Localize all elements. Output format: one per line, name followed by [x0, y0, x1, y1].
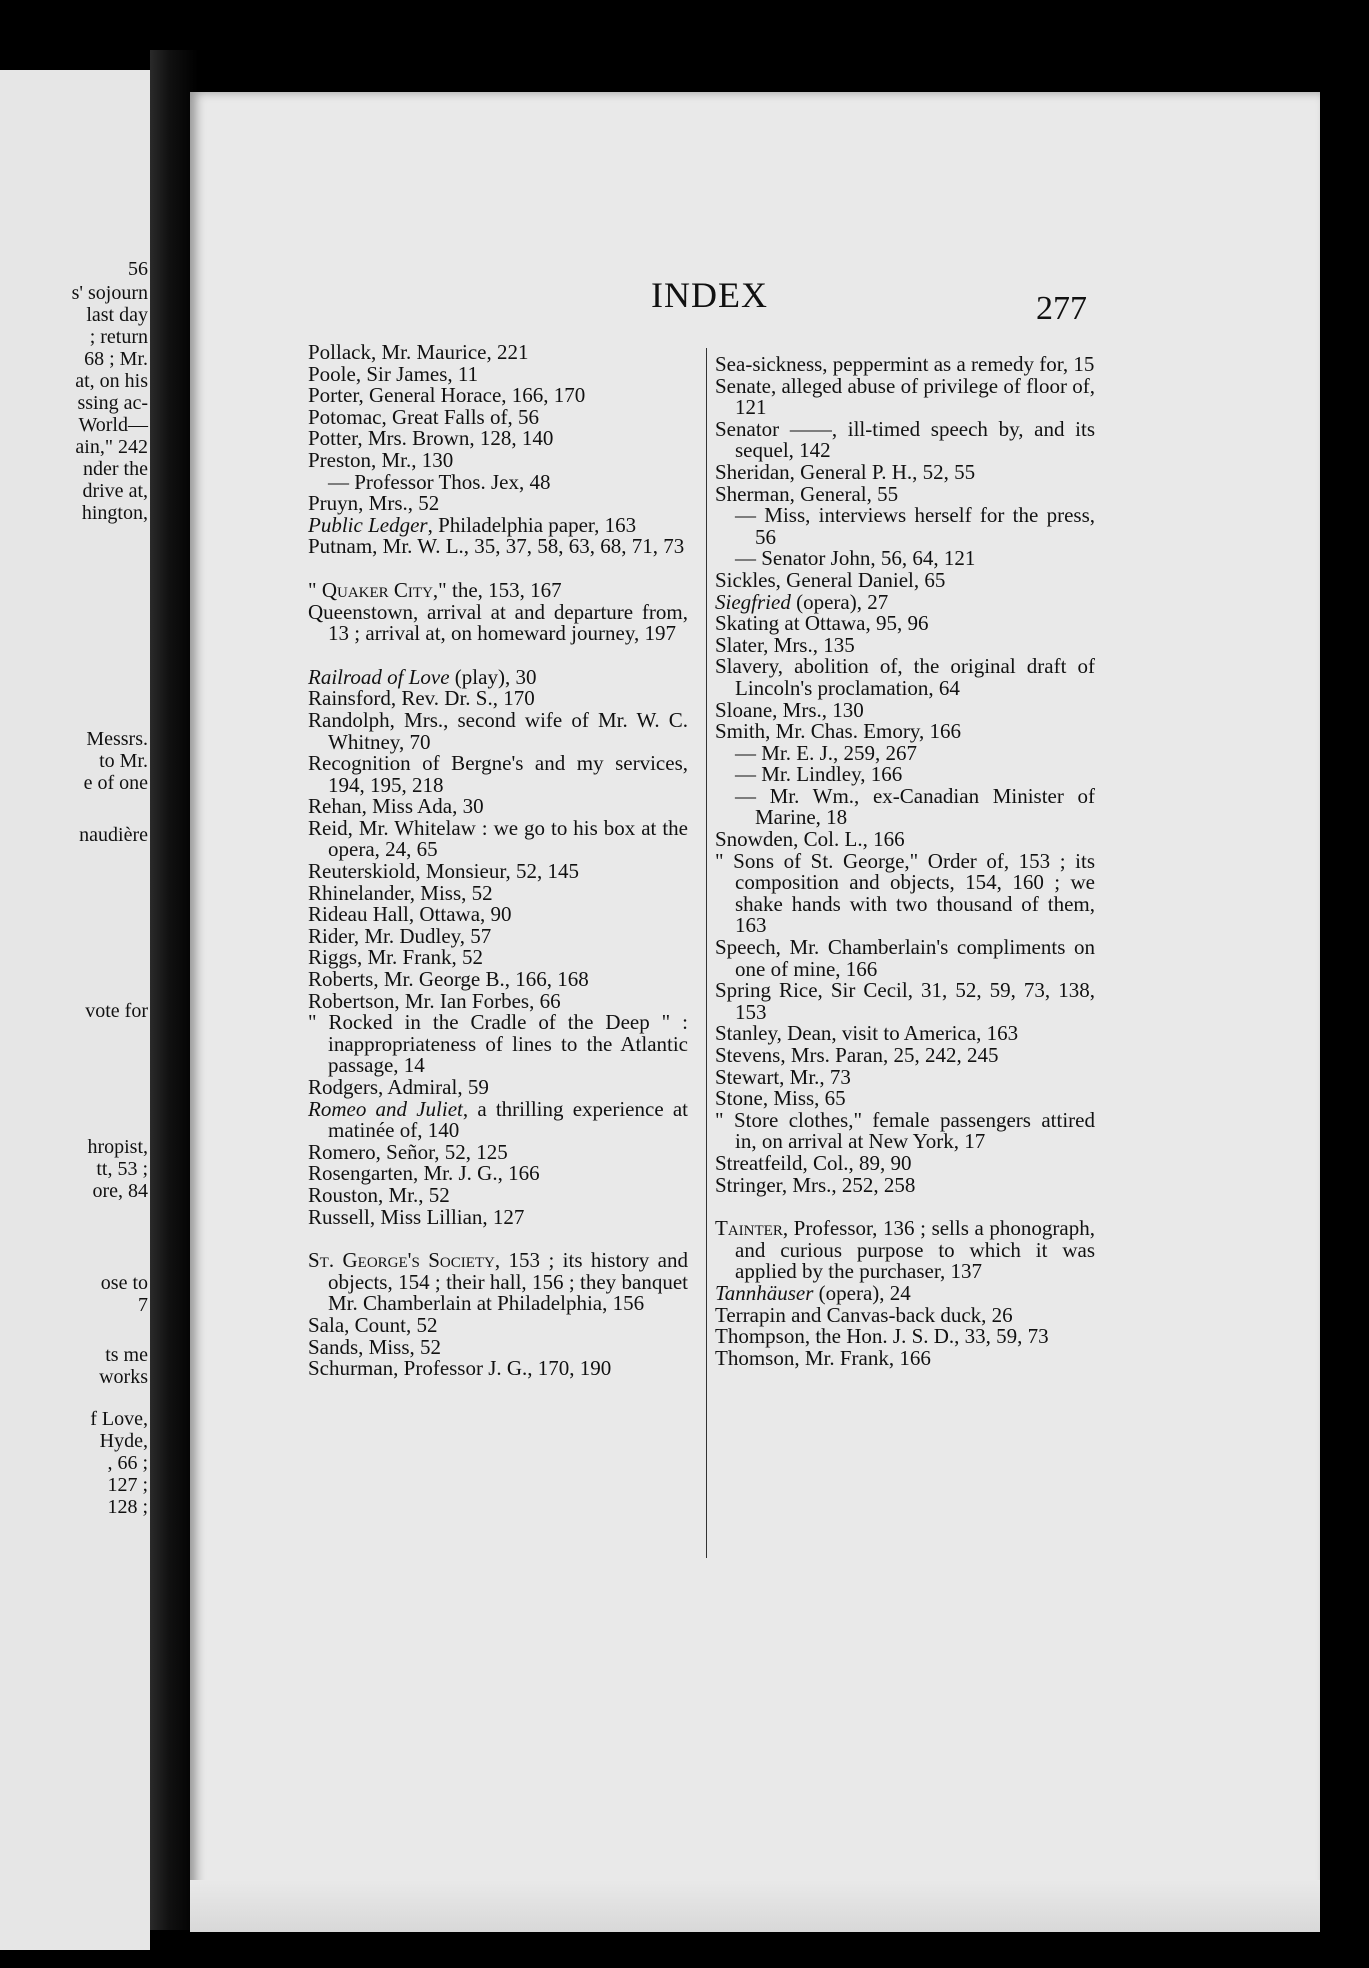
entry-text: , 153 ; its history and objects, 154 ; their hall, 156 ; they banquet Mr. Chamberlain at Philadelphia, 156	[328, 1248, 688, 1316]
index-entry	[308, 1250, 688, 1315]
facing-page-line: hington,	[81, 502, 148, 524]
index-subentry	[308, 469, 688, 494]
entry-text: Recognition of Bergne's and my services, 194, 195, 218	[308, 751, 688, 797]
entry-text: Sala, Count, 52	[308, 1312, 438, 1337]
facing-page-line: e of one	[83, 772, 148, 794]
entry-text: Robertson, Mr. Ian Forbes, 66	[308, 988, 561, 1013]
index-entry	[715, 1326, 1095, 1348]
index-entry	[308, 664, 688, 689]
index-entry	[308, 577, 688, 602]
entry-text: Riggs, Mr. Frank, 52	[308, 945, 484, 970]
entry-text: St. George's Society	[308, 1248, 495, 1273]
index-entry	[308, 904, 688, 926]
index-entry	[308, 1163, 688, 1185]
entry-text: Potter, Mrs. Brown, 128, 140	[308, 426, 554, 451]
index-entry	[715, 1345, 1095, 1370]
entry-text: Sheridan, General P. H., 52, 55	[715, 459, 976, 484]
entry-text: Potomac, Great Falls of, 56	[308, 404, 539, 429]
index-entry	[308, 753, 688, 796]
entry-text: Russell, Miss Lillian, 127	[308, 1204, 525, 1229]
index-entry	[308, 599, 688, 646]
entry-text: Sands, Miss, 52	[308, 1334, 442, 1359]
facing-page-line: World—	[78, 414, 148, 436]
facing-page-line: s' sojourn	[71, 282, 148, 304]
index-entry	[715, 567, 1095, 592]
index-entry	[308, 1312, 688, 1337]
index-entry	[308, 815, 688, 862]
index-subentry	[715, 783, 1095, 830]
index-entry	[308, 404, 688, 429]
index-entry	[715, 656, 1095, 699]
entry-text: Thompson, the Hon. J. S. D., 33, 59, 73	[715, 1324, 1049, 1349]
index-entry	[715, 373, 1095, 420]
index-entry	[308, 688, 688, 710]
facing-page-line: naudière	[79, 824, 148, 846]
entry-text: Romero, Señor, 52, 125	[308, 1139, 508, 1164]
entry-text: Reuterskiold, Monsieur, 52, 145	[308, 859, 579, 884]
entry-gap	[308, 645, 688, 667]
index-entry	[308, 1204, 688, 1229]
index-entry	[308, 861, 688, 883]
index-entry	[308, 493, 688, 515]
entry-text: (opera), 27	[790, 589, 889, 614]
entry-text: Slater, Mrs., 135	[715, 632, 855, 657]
entry-text: Sloane, Mrs., 130	[715, 697, 864, 722]
index-entry	[715, 1302, 1095, 1327]
index-column-right	[715, 354, 1095, 1369]
facing-page-line: ore, 84	[92, 1180, 148, 1202]
entry-text: Queenstown, arrival at and departure from, 13 ; arrival at, on homeward journey, 197	[308, 599, 688, 646]
facing-page-line: ts me	[105, 1344, 148, 1366]
facing-page-line: 56	[128, 258, 148, 280]
entry-text: Stevens, Mrs. Paran, 25, 242, 245	[715, 1043, 999, 1067]
entry-text: Stanley, Dean, visit to America, 163	[715, 1021, 1019, 1046]
entry-text: Pruyn, Mrs., 52	[308, 491, 440, 516]
index-entry	[308, 796, 688, 818]
index-entry	[715, 481, 1095, 506]
entry-text: Rhinelander, Miss, 52	[308, 880, 493, 905]
facing-page-line: f Love,	[90, 1408, 148, 1430]
index-entry	[308, 1077, 688, 1099]
facing-page-line: hropist,	[87, 1136, 148, 1158]
facing-page-line: , 66 ;	[107, 1452, 148, 1474]
index-entry	[308, 447, 688, 472]
facing-page-line: Messrs.	[86, 728, 148, 750]
index-entry	[715, 1172, 1095, 1197]
index-entry	[715, 980, 1095, 1023]
facing-page-line: nder the	[83, 458, 148, 480]
index-entry	[308, 361, 688, 386]
entry-text: Slavery, abolition of, the original draft of Lincoln's proclamation, 64	[715, 654, 1095, 700]
index-entry	[308, 880, 688, 905]
entry-text: Sherman, General, 55	[715, 481, 899, 506]
index-entry	[308, 1139, 688, 1164]
index-entry	[308, 536, 688, 558]
index-entry	[308, 969, 688, 991]
entry-text: Speech, Mr. Chamberlain's compliments on one of mine, 166	[715, 935, 1095, 981]
facing-page-line: ose to	[100, 1272, 148, 1294]
index-entry	[715, 416, 1095, 463]
index-subentry	[715, 764, 1095, 786]
index-entry	[308, 988, 688, 1013]
entry-text: " Rocked in the Cradle of the Deep " : inappropriateness of lines to the Atlantic passage, 14	[308, 1010, 688, 1078]
facing-page-line: 7	[138, 1294, 148, 1316]
entry-text: — Senator John, 56, 64, 121	[735, 546, 976, 571]
page-title: INDEX	[651, 275, 768, 315]
entry-text: Stone, Miss, 65	[715, 1086, 846, 1111]
entry-text: Preston, Mr., 130	[308, 447, 454, 472]
entry-text: " Sons of St. George," Order of, 153 ; its composition and objects, 154, 160 ; we shake hands with two thousand of them, 163	[715, 848, 1095, 938]
index-entry	[715, 1023, 1095, 1045]
facing-page-line: ain," 242	[75, 436, 148, 458]
entry-text: — Miss, interviews herself for the press, 56	[735, 503, 1095, 549]
facing-page-line: ; return	[89, 326, 148, 348]
entry-text: Siegfried	[715, 589, 791, 614]
index-entry	[308, 512, 688, 537]
index-entry	[308, 385, 688, 407]
index-entry	[715, 1107, 1095, 1154]
entry-text: — Mr. E. J., 259, 267	[735, 740, 918, 765]
entry-gap	[308, 1228, 688, 1250]
entry-text: Schurman, Professor J. G., 170, 190	[308, 1356, 612, 1381]
entry-text: Quaker City	[321, 577, 433, 602]
index-subentry	[715, 740, 1095, 765]
facing-page-line: works	[99, 1366, 148, 1388]
index-entry	[308, 1182, 688, 1207]
entry-text: Rider, Mr. Dudley, 57	[308, 923, 492, 948]
page-bottom-edge	[190, 1880, 1320, 1932]
entry-text: Poole, Sir James, 11	[308, 361, 479, 386]
entry-text: — Mr. Lindley, 166	[735, 762, 903, 787]
page-number: 277	[1036, 290, 1087, 327]
index-entry	[308, 342, 688, 364]
index-entry	[308, 947, 688, 969]
entry-text: " Store clothes," female passengers attired in, on arrival at New York, 17	[715, 1107, 1095, 1154]
entry-text: Senate, alleged abuse of privilege of floor of, 121	[715, 373, 1095, 420]
index-entry	[715, 613, 1095, 635]
entry-text: Senator ——, ill-timed speech by, and its sequel, 142	[715, 416, 1095, 463]
index-entry	[715, 1088, 1095, 1110]
index-entry	[715, 829, 1095, 851]
entry-text: Rosengarten, Mr. J. G., 166	[308, 1161, 540, 1186]
index-subentry	[715, 548, 1095, 570]
index-entry	[715, 697, 1095, 722]
entry-text: (opera), 24	[813, 1280, 911, 1305]
index-entry	[308, 1334, 688, 1359]
index-entry	[715, 459, 1095, 484]
facing-page-line: vote for	[85, 1000, 148, 1022]
entry-text: Roberts, Mr. George B., 166, 168	[308, 967, 589, 992]
entry-text: Skating at Ottawa, 95, 96	[715, 611, 929, 636]
entry-text: Stringer, Mrs., 252, 258	[715, 1172, 916, 1197]
entry-gap	[308, 558, 688, 580]
entry-text: "	[308, 577, 322, 602]
index-entry	[308, 428, 688, 450]
entry-text: Rainsford, Rev. Dr. S., 170	[308, 686, 535, 711]
facing-page-line: drive at,	[82, 480, 148, 502]
entry-text: Sea-sickness, peppermint as a remedy for, 15	[715, 352, 1095, 376]
facing-page-line: Hyde,	[99, 1430, 148, 1452]
entry-text: Putnam, Mr. W. L., 35, 37, 58, 63, 68, 71, 73	[308, 534, 685, 559]
entry-text: ," the, 153, 167	[432, 577, 562, 602]
entry-text: , Philadelphia paper, 163	[427, 512, 637, 537]
entry-text: Railroad of Love	[308, 664, 450, 689]
facing-page-line: last day	[86, 304, 148, 326]
entry-text: Rideau Hall, Ottawa, 90	[308, 902, 512, 927]
facing-page-line: at, on his	[75, 370, 148, 392]
entry-text: — Mr. Wm., ex-Canadian Minister of Marine, 18	[735, 783, 1095, 830]
index-entry	[308, 1012, 688, 1077]
facing-page-line: tt, 53 ;	[96, 1158, 148, 1180]
index-entry	[715, 632, 1095, 657]
entry-text: Spring Rice, Sir Cecil, 31, 52, 59, 73, 138, 153	[715, 978, 1095, 1024]
index-entry	[308, 1096, 689, 1143]
facing-page-line: to Mr.	[99, 750, 148, 772]
index-entry	[715, 354, 1095, 376]
entry-text: Smith, Mr. Chas. Emory, 166	[715, 719, 961, 744]
column-divider	[706, 348, 707, 1558]
entry-text: Tannhäuser	[715, 1280, 814, 1305]
entry-text: (play), 30	[449, 664, 537, 689]
entry-text: Porter, General Horace, 166, 170	[308, 383, 586, 408]
entry-text: , Professor, 136 ; sells a phonograph, and curious purpose to which it was applied by the purchaser, 137	[735, 1216, 1095, 1284]
index-entry	[715, 937, 1095, 980]
entry-text: Terrapin and Canvas-back duck, 26	[715, 1302, 1013, 1327]
entry-text: Stewart, Mr., 73	[715, 1064, 851, 1089]
entry-text: Romeo and Juliet	[308, 1096, 463, 1121]
facing-page-line: 68 ; Mr.	[84, 348, 148, 370]
facing-page-line: ssing ac-	[77, 392, 148, 414]
index-entry	[715, 1150, 1095, 1175]
entry-gap	[715, 1196, 1095, 1218]
entry-text: Rouston, Mr., 52	[308, 1182, 450, 1207]
index-column-left	[308, 342, 688, 1380]
entry-text: Rehan, Miss Ada, 30	[308, 794, 484, 819]
index-entry	[715, 1218, 1095, 1283]
index-entry	[308, 707, 688, 754]
entry-text: Pollack, Mr. Maurice, 221	[308, 340, 529, 364]
entry-text: , a thrilling experience at matinée of, 140	[328, 1096, 689, 1143]
index-entry	[715, 1280, 1095, 1305]
entry-text: — Professor Thos. Jex, 48	[328, 469, 551, 494]
entry-text: Public Ledger	[308, 512, 428, 537]
entry-text: Randolph, Mrs., second wife of Mr. W. C. Whitney, 70	[308, 707, 688, 754]
entry-text: Sickles, General Daniel, 65	[715, 567, 946, 592]
index-entry	[308, 923, 688, 948]
entry-text: Tainter	[715, 1216, 783, 1241]
index-entry	[715, 1064, 1095, 1089]
index-subentry	[715, 505, 1095, 548]
index-entry	[715, 848, 1095, 938]
entry-text: Snowden, Col. L., 166	[715, 827, 905, 852]
entry-text: Rodgers, Admiral, 59	[308, 1075, 489, 1099]
facing-page-line: 127 ;	[107, 1474, 148, 1496]
facing-page-line: 128 ;	[107, 1496, 148, 1518]
index-entry	[715, 1045, 1095, 1067]
entry-text: Streatfeild, Col., 89, 90	[715, 1150, 912, 1175]
index-entry	[308, 1358, 688, 1380]
index-entry	[715, 721, 1095, 743]
entry-text: Thomson, Mr. Frank, 166	[715, 1345, 931, 1370]
entry-text: Reid, Mr. Whitelaw : we go to his box at the opera, 24, 65	[308, 815, 688, 862]
index-entry	[715, 589, 1095, 614]
